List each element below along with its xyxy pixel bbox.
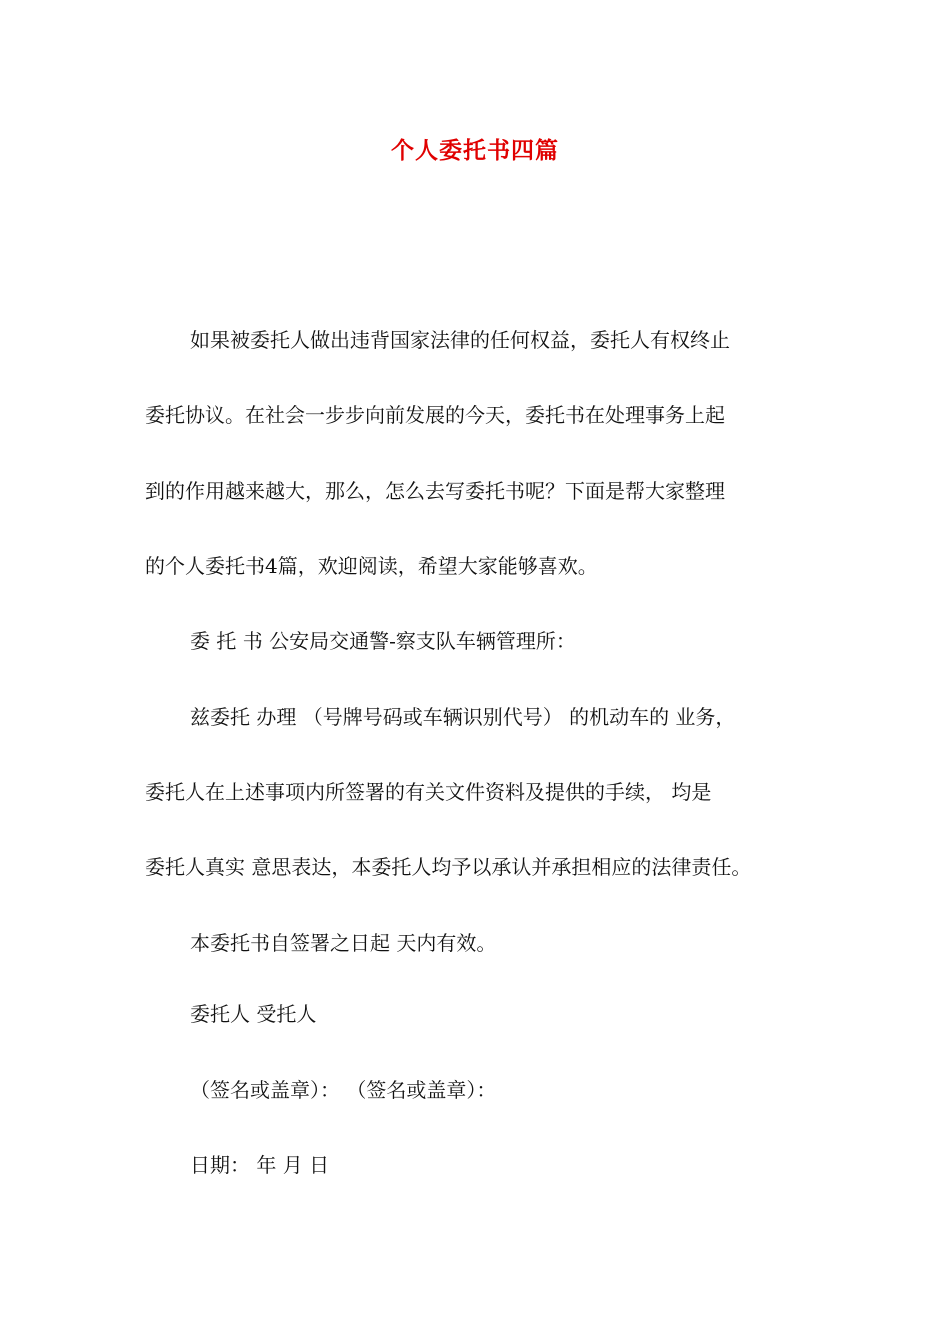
paragraph-line: 委托人在上述事项内所签署的有关文件资料及提供的手续， 均是 [145, 780, 712, 804]
paragraph-line: 委 托 书 公安局交通警-察支队车辆管理所： [190, 629, 576, 653]
paragraph-line: 本委托书自签署之日起 天内有效。 [190, 931, 497, 955]
paragraph-line: 兹委托 办理 （号牌号码或车辆识别代号） 的机动车的 业务， [190, 705, 736, 729]
paragraph-line: 委托协议。在社会一步步向前发展的今天，委托书在处理事务上起 [145, 403, 725, 427]
paragraph-line: 到的作用越来越大，那么，怎么去写委托书呢？下面是帮大家整理 [145, 479, 725, 503]
paragraph-line: 的个人委托书4篇，欢迎阅读，希望大家能够喜欢。 [145, 554, 598, 578]
paragraph-line: 如果被委托人做出违背国家法律的任何权益，委托人有权终止 [190, 328, 730, 352]
signature-parties-line: 委托人 受托人 [190, 1002, 317, 1026]
date-line: 日期： 年 月 日 [190, 1153, 330, 1177]
signature-fields-line: （签名或盖章）： （签名或盖章）： [190, 1078, 497, 1102]
document-title: 个人委托书四篇 [391, 137, 559, 164]
paragraph-line: 委托人真实 意思表达，本委托人均予以承认并承担相应的法律责任。 [145, 855, 752, 879]
